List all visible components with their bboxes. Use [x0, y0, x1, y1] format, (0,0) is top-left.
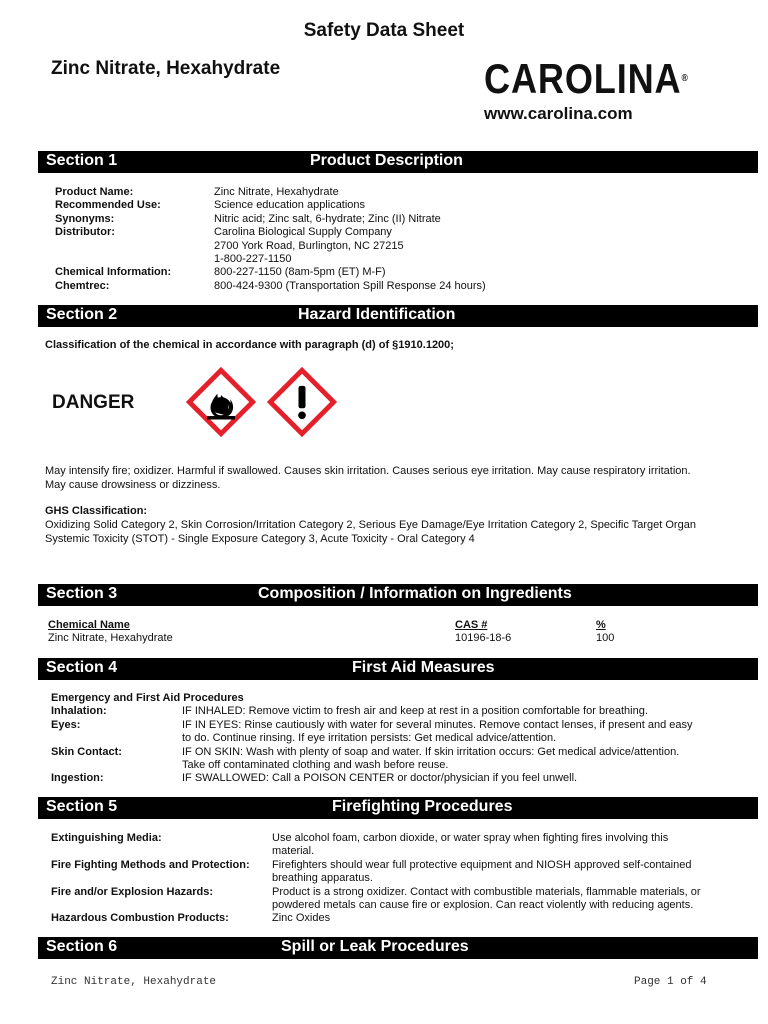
ghs-line-2: Systemic Toxicity (STOT) - Single Exposure Category 3, Acute Toxicity - Oral Category 4	[45, 532, 475, 545]
value-ingestion: IF SWALLOWED: Call a POISON CENTER or doctor/physician if you feel unwell.	[182, 772, 578, 785]
column-header-cas: CAS #	[455, 619, 488, 631]
signal-word: DANGER	[52, 392, 135, 413]
section-number: Section 4	[46, 659, 118, 676]
section-number: Section 3	[46, 585, 118, 602]
section-number: Section 2	[46, 306, 118, 323]
first-aid-heading: Emergency and First Aid Procedures	[51, 692, 244, 704]
hazard-statement-line-1: May intensify fire; oxidizer. Harmful if swallowed. Causes skin irritation. Causes serious eye irritation. May cause respiratory irritation.	[45, 465, 691, 477]
section-number: Section 5	[46, 798, 118, 815]
section-name: Product Description	[310, 152, 463, 169]
value-distributor: Carolina Biological Supply Company	[214, 226, 392, 239]
section-name: First Aid Measures	[352, 659, 495, 676]
value-chemtrec: 800-424-9300 (Transportation Spill Response 24 hours)	[214, 279, 486, 292]
section-2-header	[38, 305, 758, 327]
label-eyes: Eyes:	[51, 718, 81, 731]
label-ingestion: Ingestion:	[51, 772, 104, 785]
section-1-header	[38, 151, 758, 173]
label-fire-fighting-methods: Fire Fighting Methods and Protection:	[51, 858, 250, 871]
label-chemical-information: Chemical Information:	[55, 266, 172, 279]
label-recommended-use: Recommended Use:	[55, 199, 161, 212]
logo-word: CAROLINA	[484, 55, 682, 102]
section-number: Section 6	[46, 938, 118, 955]
section-name: Composition / Information on Ingredients	[258, 585, 572, 602]
cell-chemical-name: Zinc Nitrate, Hexahydrate	[48, 632, 173, 644]
section-name: Spill or Leak Procedures	[281, 938, 469, 955]
value-eyes-line-1: IF IN EYES: Rinse cautiously with water for several minutes. Remove contact lenses, if present and easy	[182, 718, 693, 731]
product-title: Zinc Nitrate, Hexahydrate	[51, 58, 281, 79]
exclamation-mark-icon	[267, 367, 337, 437]
value-product-name: Zinc Nitrate, Hexahydrate	[214, 186, 339, 198]
value-hazards-line-2: powdered metals can cause fire or explosion. Can react violently with reducing agents.	[272, 899, 694, 911]
value-media-line-1: Use alcohol foam, carbon dioxide, or water spray when fighting fires involving this	[272, 832, 669, 844]
logo-registered-mark: ®	[681, 73, 689, 84]
value-inhalation: IF INHALED: Remove victim to fresh air and keep at rest in a position comfortable for breathing.	[182, 705, 648, 718]
carolina-logo	[484, 55, 689, 124]
distributor-address: 2700 York Road, Burlington, NC 27215	[214, 239, 404, 252]
classification-statement: Classification of the chemical in accordance with paragraph (d) of §1910.1200;	[45, 339, 454, 351]
ghs-line-1: Oxidizing Solid Category 2, Skin Corrosion/Irritation Category 2, Serious Eye Damage/Eye Irritation Category 2, Specific Target Organ	[45, 519, 696, 531]
label-inhalation: Inhalation:	[51, 705, 107, 718]
logo-url: www.carolina.com	[484, 104, 633, 123]
value-synonyms: Nitric acid; Zinc salt, 6-hydrate; Zinc (II) Nitrate	[214, 212, 441, 225]
column-header-percent: %	[596, 619, 606, 631]
column-header-chemical-name: Chemical Name	[48, 619, 130, 631]
value-chemical-information: 800-227-1150 (8am-5pm (ET) M-F)	[214, 266, 386, 279]
footer-page-number: Page 1 of 4	[634, 976, 707, 988]
value-methods-line-2: breathing apparatus.	[272, 872, 373, 885]
document-title: Safety Data Sheet	[303, 20, 465, 41]
label-synonyms: Synonyms:	[55, 212, 115, 225]
section-3-header	[38, 584, 758, 606]
label-distributor: Distributor:	[55, 226, 115, 239]
value-skin-line-2: Take off contaminated clothing and wash before reuse.	[182, 759, 449, 771]
label-fire-explosion-hazards: Fire and/or Explosion Hazards:	[51, 885, 213, 898]
label-skin-contact: Skin Contact:	[51, 745, 122, 758]
footer-product-name: Zinc Nitrate, Hexahydrate	[51, 976, 217, 988]
section-6-header	[38, 937, 758, 959]
cell-cas: 10196-18-6	[455, 632, 512, 644]
cell-percent: 100	[596, 632, 615, 644]
section-4-header	[38, 658, 758, 680]
section-name: Hazard Identification	[298, 306, 456, 323]
section-name: Firefighting Procedures	[332, 798, 513, 815]
label-hazardous-combustion-products: Hazardous Combustion Products:	[51, 912, 229, 925]
label-extinguishing-media: Extinguishing Media:	[51, 832, 162, 844]
hazard-statement-line-2: May cause drowsiness or dizziness.	[45, 478, 221, 491]
distributor-phone: 1-800-227-1150	[214, 253, 292, 265]
label-product-name: Product Name:	[55, 186, 134, 198]
label-chemtrec: Chemtrec:	[55, 279, 110, 292]
value-hazards-line-1: Product is a strong oxidizer. Contact with combustible materials, flammable materials, or	[272, 885, 701, 898]
value-skin-line-1: IF ON SKIN: Wash with plenty of soap and water. If skin irritation occurs: Get medical advice/attention.	[182, 745, 680, 758]
logo-wordmark	[484, 55, 689, 102]
section-5-header	[38, 797, 758, 819]
ghs-classification-label: GHS Classification:	[45, 505, 148, 517]
value-eyes-line-2: to do. Continue rinsing. If eye irritation persists: Get medical advice/attention.	[182, 732, 557, 745]
flame-over-circle-icon	[186, 367, 256, 437]
value-media-line-2: material.	[272, 845, 315, 858]
section-number: Section 1	[46, 152, 118, 169]
value-combustion-products: Zinc Oxides	[272, 912, 331, 925]
value-recommended-use: Science education applications	[214, 199, 366, 212]
value-methods-line-1: Firefighters should wear full protective equipment and NIOSH approved self-contained	[272, 858, 692, 871]
